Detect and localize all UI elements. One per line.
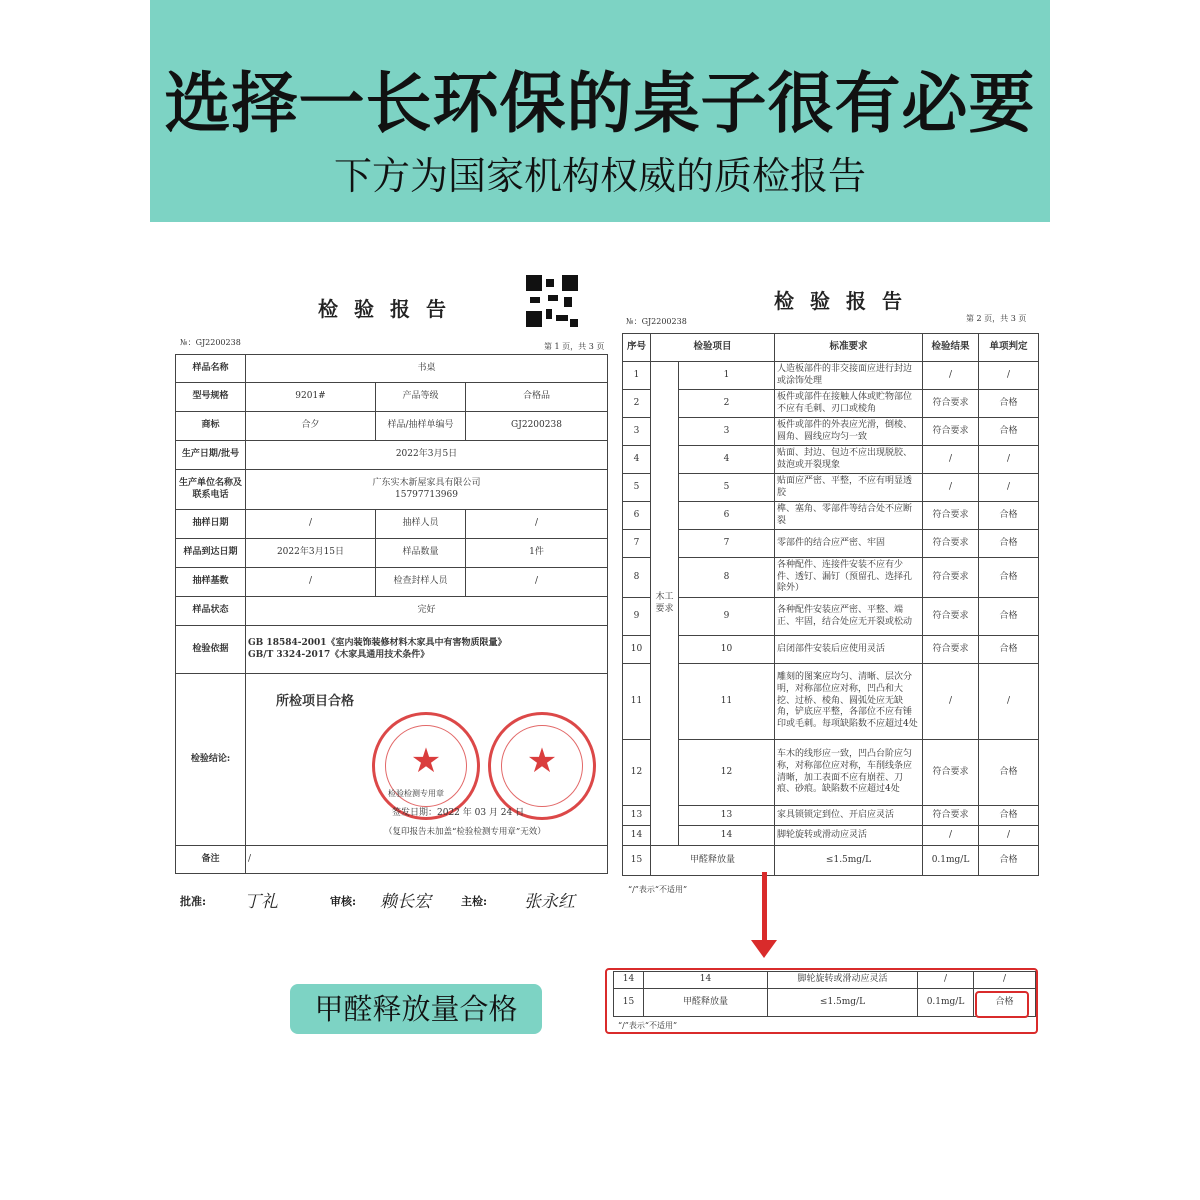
detail-item: 13	[679, 806, 775, 826]
detail-item: 6	[679, 502, 775, 530]
inspection-detail-table	[622, 333, 1039, 876]
detail-judgement: 合格	[979, 530, 1039, 558]
issue-date: 签发日期：2022 年 03 月 24 日	[392, 808, 525, 818]
value-sample-state: 完好	[246, 597, 608, 626]
formaldehyde-pass-label: 甲醛释放量合格	[290, 984, 542, 1034]
callout-row14-item: 14	[644, 972, 768, 989]
detail-requirement: 零部件的结合应严密、牢固	[775, 530, 923, 558]
detail-no: 2	[623, 390, 651, 418]
detail-row	[623, 362, 1039, 390]
callout-row14-req: 脚轮旋转或滑动应灵活	[768, 972, 918, 989]
detail-result: 符合要求	[923, 598, 979, 636]
label-sample-state: 样品状态	[176, 597, 246, 626]
label-sampling-date: 抽样日期	[176, 510, 246, 539]
label-sample-name: 样品名称	[176, 355, 246, 383]
label-manufacturer: 生产单位名称及联系电话	[176, 470, 246, 510]
label-basis: 检验依据	[176, 626, 246, 674]
qr-code-icon	[526, 275, 578, 327]
value-brand: 合夕	[246, 412, 376, 441]
detail-no: 10	[623, 636, 651, 664]
detail-item: 4	[679, 446, 775, 474]
callout-row15-judge: 合格	[974, 989, 1036, 1017]
detail-judgement: /	[979, 826, 1039, 846]
detail-no: 9	[623, 598, 651, 636]
detail-no: 5	[623, 474, 651, 502]
callout-row15-req: ≤1.5mg/L	[768, 989, 918, 1017]
detail-judgement: 合格	[979, 598, 1039, 636]
callout-row14-judge: /	[974, 972, 1036, 989]
approve-label: 批准:	[180, 895, 207, 908]
detail-result: /	[923, 664, 979, 740]
detail-no: 11	[623, 664, 651, 740]
label-production-date: 生产日期/批号	[176, 441, 246, 470]
basis-standard-1: GB 18584-2001《室内装饰装修材料木家具中有害物质限量》	[248, 637, 507, 648]
detail-judgement: 合格	[979, 502, 1039, 530]
page-number-2: 第 2 页，共 3 页	[966, 314, 1027, 323]
page-number-1: 第 1 页，共 3 页	[544, 342, 605, 351]
detail-requirement: 板件或部件在接触人体或贮物部位不应有毛刺、刃口或棱角	[775, 390, 923, 418]
detail-requirement: ≤1.5mg/L	[775, 846, 923, 876]
value-basis	[246, 626, 608, 674]
detail-judgement: 合格	[979, 806, 1039, 826]
detail-row	[623, 664, 1039, 740]
detail-row	[623, 740, 1039, 806]
detail-no: 1	[623, 362, 651, 390]
detail-requirement: 榫、塞角、零部件等结合处不应断裂	[775, 502, 923, 530]
value-grade: 合格品	[466, 383, 608, 412]
detail-row	[623, 502, 1039, 530]
detail-judgement: /	[979, 446, 1039, 474]
detail-row	[623, 418, 1039, 446]
detail-item: 10	[679, 636, 775, 664]
detail-no: 14	[623, 826, 651, 846]
conclusion-text: 所检项目合格	[276, 694, 355, 709]
detail-judgement: 合格	[979, 390, 1039, 418]
label-grade: 产品等级	[376, 383, 466, 412]
detail-result: /	[923, 826, 979, 846]
header-requirement: 标准要求	[775, 334, 923, 362]
header-no: 序号	[623, 334, 651, 362]
review-label: 审核:	[330, 895, 357, 908]
value-sample-name: 书桌	[246, 355, 608, 383]
basis-standard-2: GB/T 3324-2017《木家具通用技术条件》	[248, 649, 430, 660]
header-result: 检验结果	[923, 334, 979, 362]
detail-item: 3	[679, 418, 775, 446]
detail-judgement: /	[979, 474, 1039, 502]
label-remark: 备注	[176, 846, 246, 874]
detail-judgement: /	[979, 664, 1039, 740]
detail-result: 符合要求	[923, 806, 979, 826]
detail-no: 7	[623, 530, 651, 558]
detail-row	[623, 558, 1039, 598]
result-highlight-box	[975, 991, 1029, 1018]
detail-requirement: 家具锁锁定到位、开启应灵活	[775, 806, 923, 826]
detail-requirement: 雕刻的图案应均匀、清晰、层次分明，对称部位应对称，凹凸和大挖、过桥、棱角、圆弧处应无缺角，铲底应平整，各部位不应有锤印或毛刺。每项缺陷数不应超过4处	[775, 664, 923, 740]
detail-no: 12	[623, 740, 651, 806]
detail-no: 13	[623, 806, 651, 826]
detail-requirement: 各种配件安装应严密、平整、端正、牢固，结合处应无开裂或松动	[775, 598, 923, 636]
label-model: 型号规格	[176, 383, 246, 412]
detail-requirement: 贴面、封边、包边不应出现脱胶、鼓泡或开裂现象	[775, 446, 923, 474]
detail-result: 符合要求	[923, 502, 979, 530]
group-label-woodwork: 木工要求	[651, 362, 679, 846]
detail-item: 12	[679, 740, 775, 806]
value-arrival-date: 2022年3月15日	[246, 539, 376, 568]
approve-signature: 丁礼	[244, 892, 278, 912]
value-sampler: /	[466, 510, 608, 539]
detail-row	[623, 530, 1039, 558]
header-item: 检验项目	[651, 334, 775, 362]
detail-row-formaldehyde	[623, 846, 1039, 876]
detail-item: 甲醛释放量	[651, 846, 775, 876]
value-manufacturer	[246, 470, 608, 510]
callout-note: “/”表示“不适用”	[618, 1021, 678, 1030]
detail-row	[623, 636, 1039, 664]
zoom-highlight-box	[605, 968, 1038, 1034]
detail-requirement: 板件或部件的外表应光滑，倒棱、圆角、圆线应均匀一致	[775, 418, 923, 446]
arrow-down-icon	[762, 872, 767, 944]
callout-row15-result: 0.1mg/L	[918, 989, 974, 1017]
detail-result: /	[923, 362, 979, 390]
detail-item: 9	[679, 598, 775, 636]
detail-result: 符合要求	[923, 636, 979, 664]
value-quantity: 1件	[466, 539, 608, 568]
detail-judgement: 合格	[979, 418, 1039, 446]
banner-title: 选择一长环保的桌子很有必要	[164, 65, 1036, 142]
review-signature: 赖长宏	[380, 892, 431, 912]
detail-result: /	[923, 474, 979, 502]
detail-result: 符合要求	[923, 740, 979, 806]
callout-row14-no: 14	[614, 972, 644, 989]
detail-item: 8	[679, 558, 775, 598]
arrow-head-icon	[751, 940, 777, 958]
detail-item: 11	[679, 664, 775, 740]
detail-no: 6	[623, 502, 651, 530]
value-sampling-date: /	[246, 510, 376, 539]
detail-result: 符合要求	[923, 530, 979, 558]
label-brand: 商标	[176, 412, 246, 441]
detail-judgement: 合格	[979, 740, 1039, 806]
detail-row	[623, 446, 1039, 474]
label-conclusion: 检验结论:	[176, 674, 246, 846]
header-judgement: 单项判定	[979, 334, 1039, 362]
copy-notice: （复印报告未加盖“检验检测专用章”无效）	[384, 827, 546, 837]
value-sampling-base: /	[246, 568, 376, 597]
value-model: 9201#	[246, 383, 376, 412]
detail-no: 8	[623, 558, 651, 598]
detail-result: 0.1mg/L	[923, 846, 979, 876]
detail-item: 2	[679, 390, 775, 418]
detail-row	[623, 826, 1039, 846]
value-production-date: 2022年3月5日	[246, 441, 608, 470]
detail-judgement: 合格	[979, 846, 1039, 876]
detail-judgement: 合格	[979, 636, 1039, 664]
stamp-text: 检验检测专用章	[388, 789, 444, 798]
value-sealer: /	[466, 568, 608, 597]
detail-item: 14	[679, 826, 775, 846]
detail-judgement: 合格	[979, 558, 1039, 598]
label-sampler: 抽样人员	[376, 510, 466, 539]
label-quantity: 样品数量	[376, 539, 466, 568]
detail-result: 符合要求	[923, 558, 979, 598]
inspection-seal-stamp: ★	[372, 712, 480, 820]
detail-requirement: 贴面应严密、平整，不应有明显透胶	[775, 474, 923, 502]
banner-subtitle: 下方为国家机构权威的质检报告	[333, 154, 866, 198]
detail-row	[623, 806, 1039, 826]
detail-judgement: /	[979, 362, 1039, 390]
report-title-1: 检验报告	[318, 297, 462, 321]
inspector-signature: 张永红	[524, 892, 575, 912]
callout-row15-item: 甲醛释放量	[644, 989, 768, 1017]
report-title-2: 检验报告	[774, 289, 918, 313]
value-sample-no: GJ2200238	[466, 412, 608, 441]
manufacturer-name: 广东实木新屋家具有限公司	[372, 477, 481, 488]
detail-requirement: 人造板部件的非交接面应进行封边或涂饰处理	[775, 362, 923, 390]
label-sample-no: 样品/抽样单编号	[376, 412, 466, 441]
detail-no: 15	[623, 846, 651, 876]
label-sealer: 检查封样人员	[376, 568, 466, 597]
detail-row	[623, 474, 1039, 502]
report-number-2: №：GJ2200238	[626, 317, 687, 326]
detail-row	[623, 390, 1039, 418]
detail-item: 1	[679, 362, 775, 390]
detail-requirement: 各种配件、连接件安装不应有少件、透钉、漏钉（预留孔、选择孔除外）	[775, 558, 923, 598]
detail-result: /	[923, 446, 979, 474]
header-banner	[150, 0, 1050, 222]
detail-requirement: 启闭部件安装后应使用灵活	[775, 636, 923, 664]
note-text-2: “/”表示“不适用”	[628, 885, 688, 894]
inspector-label: 主检:	[461, 895, 488, 908]
detail-result: 符合要求	[923, 418, 979, 446]
detail-requirement: 脚轮旋转或滑动应灵活	[775, 826, 923, 846]
value-remark: /	[246, 846, 608, 874]
testing-seal-stamp: ★	[488, 712, 596, 820]
detail-item: 5	[679, 474, 775, 502]
label-sampling-base: 抽样基数	[176, 568, 246, 597]
report-number-1: №：GJ2200238	[180, 338, 241, 347]
manufacturer-phone: 15797713969	[395, 489, 458, 500]
detail-requirement: 车木的线形应一致，凹凸台阶应匀称，对称部位应对称，车削线条应清晰，加工表面不应有崩茬、刀痕、砂痕。缺陷数不应超过4处	[775, 740, 923, 806]
detail-row	[623, 598, 1039, 636]
callout-row14-result: /	[918, 972, 974, 989]
detail-no: 4	[623, 446, 651, 474]
detail-item: 7	[679, 530, 775, 558]
detail-result: 符合要求	[923, 390, 979, 418]
label-arrival-date: 样品到达日期	[176, 539, 246, 568]
callout-row15-no: 15	[614, 989, 644, 1017]
detail-no: 3	[623, 418, 651, 446]
